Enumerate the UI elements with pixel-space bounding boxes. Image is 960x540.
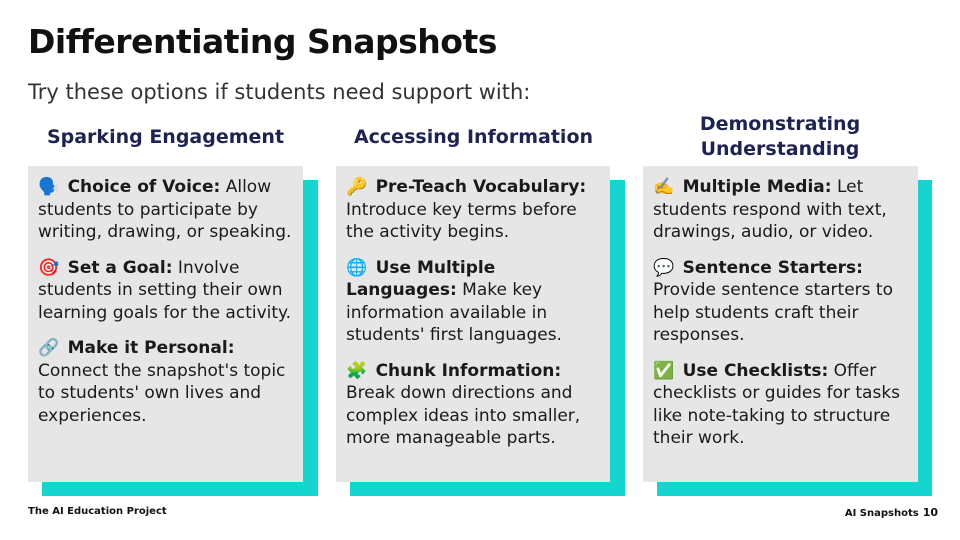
key-icon: 🔑 xyxy=(346,177,368,197)
list-item xyxy=(346,176,600,244)
column-heading-engagement: Sparking Engagement xyxy=(46,126,285,148)
item-text: Break down directions and complex ideas into smaller, more manageable parts. xyxy=(346,383,581,448)
item-text: Involve students in setting their own learning goals for the activity. xyxy=(38,257,292,323)
list-item xyxy=(346,257,600,347)
item-title: Sentence Starters: xyxy=(682,257,863,278)
column-heading-understanding: Demonstrating Understanding xyxy=(699,113,861,160)
footer-org: The AI Education Project xyxy=(28,506,167,517)
globe-icon: 🌐 xyxy=(346,257,368,278)
writing-hand-icon: ✍️ xyxy=(653,177,675,197)
page-number: 10 xyxy=(922,506,938,519)
item-title: Pre-Teach Vocabulary: xyxy=(375,177,587,197)
puzzle-piece-icon: 🧩 xyxy=(346,360,368,381)
link-icon: 🔗 xyxy=(38,338,60,358)
item-title: Multiple Media: xyxy=(682,177,832,197)
item-text: Connect the snapshot's topic to students' own lives and experiences. xyxy=(38,360,286,426)
check-mark-icon: ✅ xyxy=(653,360,675,381)
list-item xyxy=(38,176,293,244)
item-title: Use Checklists: xyxy=(682,360,829,381)
card-information xyxy=(336,166,610,482)
card-engagement xyxy=(28,166,303,482)
item-title: Chunk Information: xyxy=(375,360,562,381)
column-heading-information: Accessing Information xyxy=(353,126,594,148)
item-text: Make key information available in students' first languages. xyxy=(346,280,562,345)
item-title: Choice of Voice: xyxy=(67,177,221,197)
card-understanding xyxy=(643,166,918,482)
list-item xyxy=(38,337,293,427)
item-text: Provide sentence starters to help students craft their responses. xyxy=(653,280,893,345)
item-text: Introduce key terms before the activity begins. xyxy=(346,199,577,242)
item-title: Set a Goal: xyxy=(67,257,173,278)
item-text: Offer checklists or guides for tasks like note-taking to structure their work. xyxy=(653,360,901,448)
speech-bubble-icon: 💬 xyxy=(653,257,675,278)
item-text: Allow students to participate by writing, drawing, or speaking. xyxy=(38,177,292,242)
target-icon: 🎯 xyxy=(38,257,60,278)
list-item xyxy=(653,176,908,244)
list-item xyxy=(346,360,600,450)
slide-subtitle: Try these options if students need support with: xyxy=(28,80,531,104)
list-item xyxy=(653,360,908,450)
speaking-head-icon: 🗣️ xyxy=(38,177,60,197)
item-title: Make it Personal: xyxy=(67,338,235,358)
slide-title: Differentiating Snapshots xyxy=(28,22,497,61)
footer-series: AI Snapshots xyxy=(844,508,919,519)
footer-right xyxy=(845,506,938,519)
list-item xyxy=(38,257,293,325)
item-title: Use Multiple Languages: xyxy=(346,257,496,300)
item-text: Let students respond with text, drawings, audio, or video. xyxy=(653,177,887,242)
list-item xyxy=(653,257,908,347)
